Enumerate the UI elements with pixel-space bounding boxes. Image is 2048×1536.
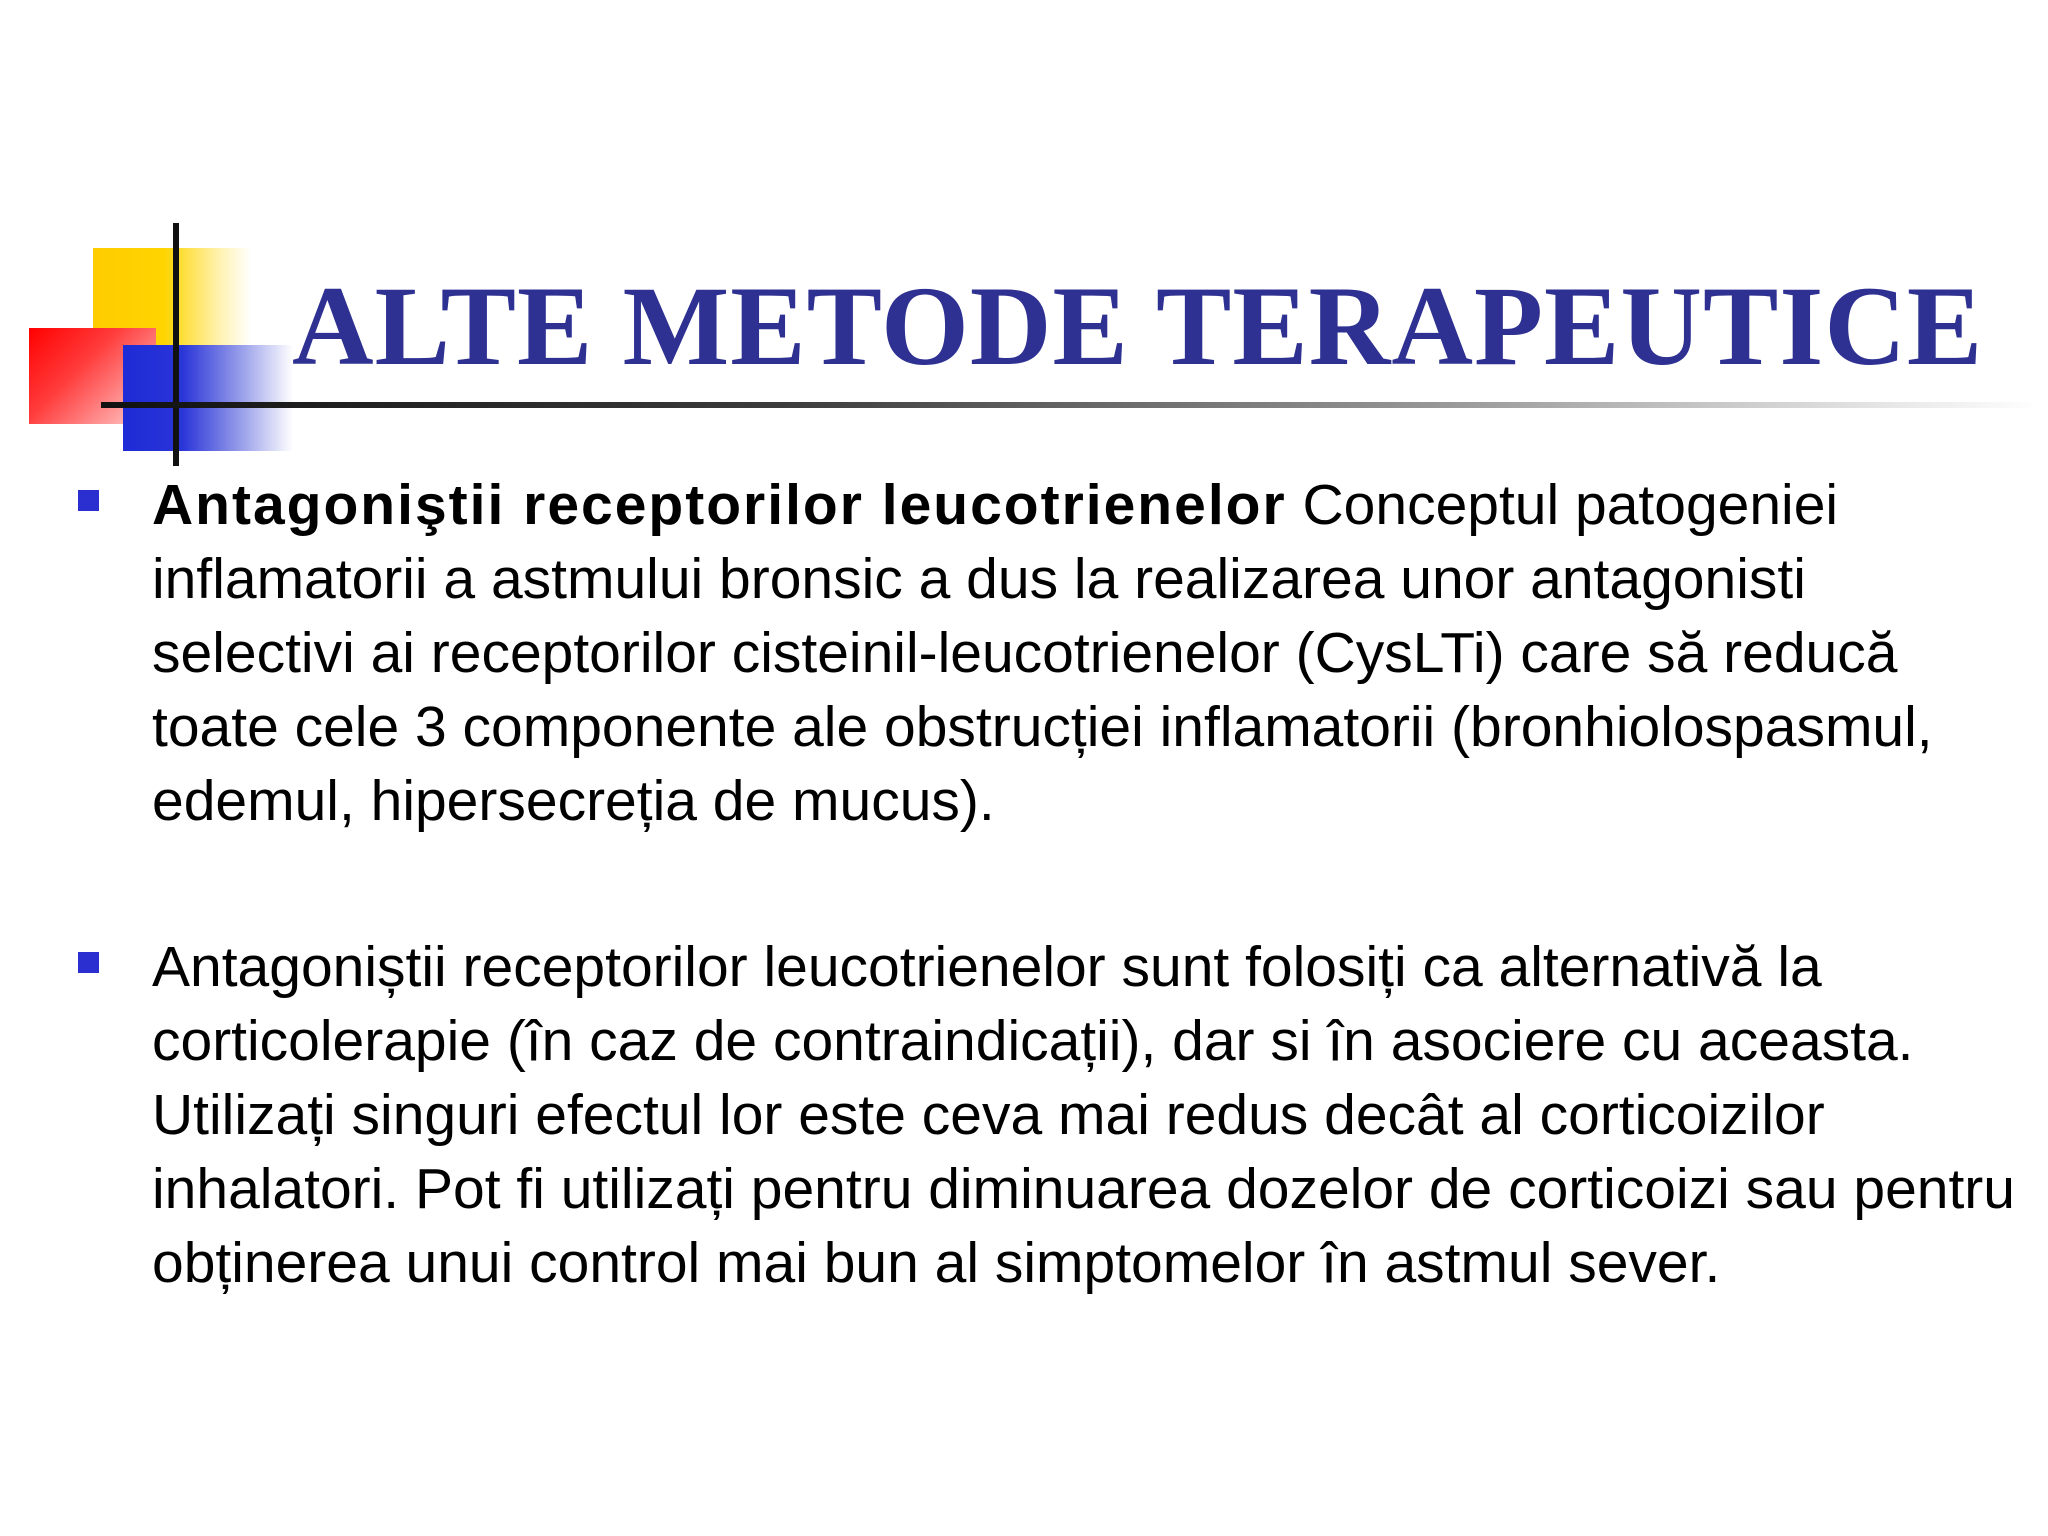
bullet-item-1-bold-lead: Antagoniştii receptorilor leucotrienelor	[152, 473, 1287, 537]
bullet-marker-icon	[78, 490, 99, 511]
slide-title: ALTE METODE TERAPEUTICE	[292, 264, 1984, 389]
bullet-item-1	[152, 468, 2022, 838]
bullet-item-2	[152, 930, 2022, 1300]
bullet-item-2-text: Antagoniștii receptorilor leucotrienelor sunt folosiți ca alternativă la corticolerapie (în caz de contraindicații), dar si în asociere cu aceasta. Utilizați singuri efectul lor este ceva mai redus decât al corticoizilor inhalatori. Pot fi utilizați pentru diminuarea dozelor de corticoizi sau pentru obținerea unui control mai bun al simptomelor în astmul sever.	[152, 935, 2015, 1295]
bullet-item-1-text: Conceptul patogeniei inflamatorii a astmului bronsic a dus la realizarea unor antagonisti selectivi ai receptorilor cisteinil-leucotrienelor (CysLTi) care să reducă toate cele 3 componente ale obstrucției inflamatorii (bronhiolospasmul, edemul, hipersecreția de mucus).	[152, 473, 1933, 833]
bullet-marker-icon	[78, 952, 99, 973]
